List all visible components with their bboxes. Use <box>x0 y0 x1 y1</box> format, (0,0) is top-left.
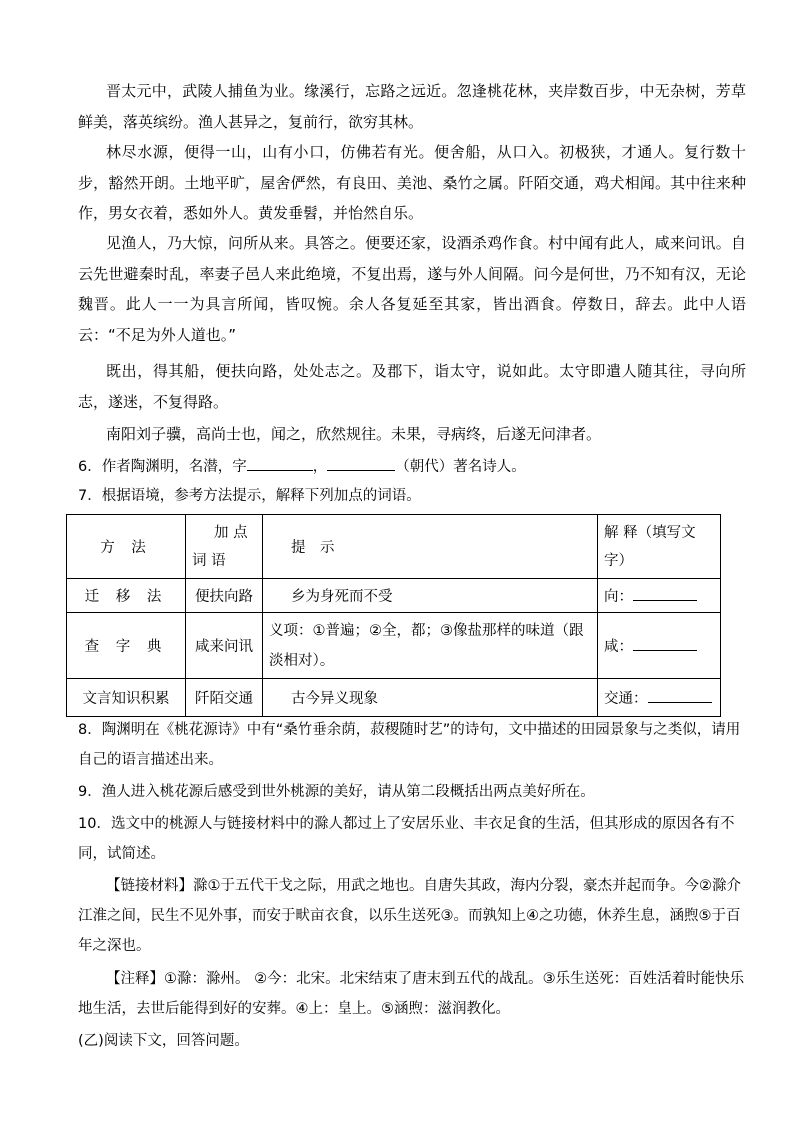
passage-paragraph-5: 南阳刘子骥，高尚士也，闻之，欣然规往。未果，寻病终，后遂无问津者。 <box>106 425 602 443</box>
row-word: 阡陌交通 <box>186 679 263 717</box>
row-answer: 向： <box>598 579 721 613</box>
row-answer: 交通： <box>598 679 721 717</box>
passage-paragraph-1: 晋太元中，武陵人捕鱼为业。缘溪行，忘路之远近。忽逢桃花林，夹岸数百步，中无杂树，芳草鲜美，落英缤纷。渔人甚异之，复前行，欲穷其林。 <box>78 82 746 131</box>
answer-blank[interactable] <box>633 586 697 601</box>
row-method: 文言知识积累 <box>67 679 186 717</box>
question-9: 9．渔人进入桃花源后感受到世外桃源的美好，请从第二段概括出两点美好所在。 <box>78 784 595 800</box>
row-hint: 义项：①普遍；②全，都；③像盐那样的味道（跟淡相对）。 <box>263 613 598 679</box>
notes: 【注释】①滁：滁州。 ②今：北宋。北宋结束了唐末到五代的战乱。③乐生送死：百姓活着时能快乐地生活，去世后能得到好的安葬。④上：皇上。⑤涵煦：滋润教化。 <box>78 971 745 1017</box>
row-word: 咸来问讯 <box>186 613 263 679</box>
header-word: 加 点 词 语 <box>186 515 263 579</box>
section-b-heading: (乙)阅读下文，回答问题。 <box>78 1033 249 1049</box>
row-method: 查 字 典 <box>67 613 186 679</box>
row-hint: 乡为身死而不受 <box>263 579 598 613</box>
table-header-row <box>67 515 721 579</box>
link-material: 【链接材料】滁①于五代干戈之际，用武之地也。自唐失其政，海内分裂，豪杰并起而争。今②滁介江淮之间，民生不见外事，而安于畎亩衣食，以乐生送死③。而孰知上④之功德，休养生息，涵煦⑤于百年之深也。 <box>78 878 741 954</box>
method-table <box>66 514 721 717</box>
question-8: 8．陶渊明在《桃花源诗》中有“桑竹垂余荫，菽稷随时艺”的诗句，文中描述的田园景象与之类似，请用自己的语言描述出来。 <box>78 722 741 768</box>
question-7: 7．根据语境，参考方法提示，解释下列加点的词语。 <box>78 488 421 504</box>
answer-blank-courtesy-name[interactable] <box>247 456 313 471</box>
passage-paragraph-4: 既出，得其船，便扶向路，处处志之。及郡下，诣太守，说如此。太守即遣人随其往，寻向所志，遂迷，不复得路。 <box>78 362 746 411</box>
answer-blank[interactable] <box>648 688 712 703</box>
question-10: 10．选文中的桃源人与链接材料中的滁人都过上了安居乐业、丰衣足食的生活，但其形成的原因各有不同，试简述。 <box>78 816 735 862</box>
row-word: 便扶向路 <box>186 579 263 613</box>
passage-paragraph-2: 林尽水源，便得一山，山有小口，仿佛若有光。便舍船，从口入。初极狭，才通人。复行数十步，豁然开朗。土地平旷，屋舍俨然，有良田、美池、桑竹之属。阡陌交通，鸡犬相闻。其中往来种作，男女衣着，悉如外人。黄发垂髫，并怡然自乐。 <box>78 143 746 222</box>
answer-blank-dynasty[interactable] <box>327 456 395 471</box>
header-answer: 解 释（填写文 字） <box>598 515 721 579</box>
answer-blank[interactable] <box>633 636 697 651</box>
table-row <box>67 613 721 679</box>
header-method: 方 法 <box>67 515 186 579</box>
question-6: 6．作者陶渊明，名潜，字 ， （朝代）著名诗人。 <box>78 452 746 482</box>
row-answer: 咸： <box>598 613 721 679</box>
passage-paragraph-3: 见渔人，乃大惊，问所从来。具答之。便要还家，设酒杀鸡作食。村中闻有此人，咸来问讯。自云先世避秦时乱，率妻子邑人来此绝境，不复出焉，遂与外人间隔。问今是何世，乃不知有汉，无论魏晋。此人一一为具言所闻，皆叹惋。余人各复延至其家，皆出酒食。停数日，辞去。此中人语云：“不足为外人道也。” <box>78 234 746 344</box>
table-row <box>67 579 721 613</box>
row-method: 迁 移 法 <box>67 579 186 613</box>
table-row <box>67 679 721 717</box>
row-hint: 古今异义现象 <box>263 679 598 717</box>
header-hint: 提 示 <box>263 515 598 579</box>
